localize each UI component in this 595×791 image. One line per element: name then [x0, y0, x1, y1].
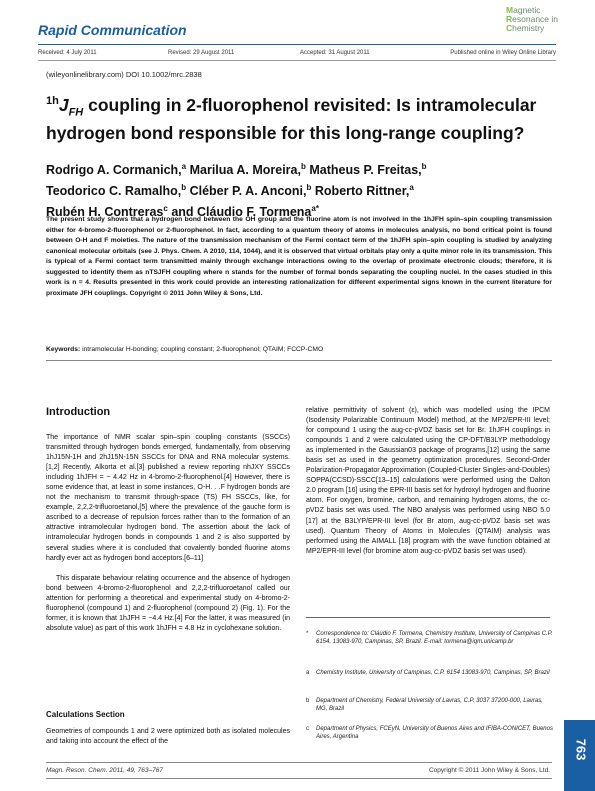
journal-logo: Magnetic Resonance in Chemistry: [506, 5, 558, 33]
author: Rodrigo A. Cormanich,: [46, 163, 182, 178]
author: Teodorico C. Ramalho,: [46, 184, 182, 199]
right-column-body: [306, 406, 550, 557]
paragraph: This disparate behaviour relating occurrence and the absence of hydrogen bond between 4-bromo-2-fluorophenol and 2,2,2-trifluoroetanol called our attention for performing a theoretical and experimental study on 4-bromo-2-fluorophenol (compound 1) and 2-fluorophenol (compound 2) (Fig. 1). For the former, it is known that 1hJFH = −4.4 Hz.[4] For the latter, it was measured (in absolute value) as part of this work 1hJFH = 4.8 Hz in cyclohexane solution.: [46, 574, 290, 632]
journal-header: [38, 6, 558, 42]
keywords: Keywords: intramolecular H-bonding; coupling constant; 2-fluorophenol; QTAIM; FCCP-CMO: [46, 346, 324, 353]
published-online: Published online in Wiley Online Library: [450, 50, 556, 56]
page-number: 763: [573, 738, 589, 761]
author: Cléber P. A. Anconi,: [189, 184, 307, 199]
footer-rule: [46, 762, 552, 763]
abstract: The present study shows that a hydrogen bond between the OH group and the fluorine atom is not involved in the 1hJFH spin–spin coupling transmission either for 4-bromo-2-fluorophenol or 2-fluorophenol. In fact, according to a quantum theory of atoms in molecules analysis, no bond critical point is found between O-H and F moieties. The nature of the transmission mechanism of the Fermi contact term of the 1hJFH spin–spin coupling is studied by analyzing canonical molecular orbitals (see J. Phys. Chem. A 2010, 114, 1044), and it is observed that virtual orbitals play only a quite minor role in its transmission. This is typical of a Fermi contact term transmitted mainly through exchange interactions owing to the overlap of proximate electronic clouds; therefore, it is suggested to identify them as nTSJFH coupling where n stands for the number of formal bonds separating the coupling nuclei. In the cases studied in this work is n = 4. Results presented in this work could provide an interesting rationalization for different experimental signs known in the current literature for proximate JFH couplings. Copyright © 2011 John Wiley & Sons, Ltd.: [46, 216, 552, 297]
copyright: Copyright © 2011 John Wiley & Sons, Ltd.: [428, 767, 550, 774]
section-label: Rapid Communication: [38, 22, 187, 38]
page-number-tab: [564, 720, 595, 791]
author: and Cláudio F. Tormena: [171, 205, 312, 220]
header-rule: [38, 44, 556, 45]
section-heading-calculations: Calculations Section: [46, 710, 125, 719]
author-list: Rodrigo A. Cormanich,$^a$ Marilua A. Moreira,$^b$ Matheus P. Freitas,$^b$ Teodorico C. Ramalho,$^b$ Cléber P. A. Anconi,$^b$ Roberto Rittner,$^a$ Rubén H. Contreras$^c$ and Cláudio F. Tormena$^{a*}$: [46, 162, 427, 220]
introduction-body: [46, 433, 290, 634]
footnote-affiliation-b: b Department of Chemistry, Federal University of Lavras, C.P. 3037 37200-000, Lavras, MG, Brazil: [306, 698, 543, 713]
publication-dates: [38, 50, 556, 60]
footnote-correspondence: * Correspondence to: Cláudio F. Tormena, Chemistry Institute, University of Campinas C.P. 6154, 13083-970, Campinas, SP, Brazil. E-mail: tormena@iqm.unicamp.br: [306, 631, 553, 646]
calculations-body: [46, 727, 290, 747]
bottom-rule: [46, 778, 552, 779]
accepted-date: Accepted: 31 August 2011: [300, 50, 370, 56]
author: Rubén H. Contreras: [46, 205, 164, 220]
author: Marilua A. Moreira,: [189, 163, 301, 178]
keywords-rule: [46, 360, 552, 361]
author: Roberto Rittner,: [314, 184, 410, 199]
paragraph: Geometries of compounds 1 and 2 were optimized both as isolated molecules and taking into account the effect of the: [46, 728, 290, 746]
section-heading-introduction: Introduction: [46, 406, 111, 418]
revised-date: Revised: 29 August 2011: [168, 50, 235, 56]
dates-rule: [38, 60, 556, 61]
author: Matheus P. Freitas,: [309, 163, 422, 178]
footnote-affiliation-a: a Chemistry Institute, University of Campinas, C.P. 6154 13083-970, Campinas, SP, Brazil: [306, 670, 550, 676]
footnote-rule: [306, 617, 550, 618]
received-date: Received: 4 July 2011: [38, 50, 97, 56]
doi: (wileyonlinelibrary.com) DOI 10.1002/mrc.2838: [46, 70, 202, 79]
paragraph: relative permittivity of solvent (ε), which was modelled using the IPCM (Isodensity Polarizable Continuum Model) method, at the MP2/EPR-III level; for compound 1 using the aug-cc-pVDZ basis set for Br. 1hJFH couplings in compounds 1 and 2 were calculated using the CP-DFT/B3LYP methodology as implemented in the Gaussian03 package of programs,[12] using the same basis set as used in the geometry optimization procedures. Second-Order Polarization-Propagator Approximation (Coupled-Cluster Singles-and-Doubles) SOPPA(CCSD)-SSCC[13–15] calculations were performed using the Dalton 2.0 program [16] using the EPR-III basis set for hydroxyl hydrogen and fluorine atom. For oxygen, bromine, carbon, and remaining hydrogen atoms, the cc-pVDZ basis set was used. The NBO analysis was performed using NBO 5.0 [17] at the B3LYP/EPR-III level (for Br atom, aug-cc-pVDZ basis set was used). Quantum Theory of Atoms in Molecules (QTAIM) analysis was performed using the AIMALL [18] program with the wave function obtained at MP2/EPR-III level (for bromine atom aug-cc-pVDZ basis set was used).: [306, 407, 550, 555]
paragraph: The importance of NMR scalar spin–spin coupling constants (SSCCs) transmitted through hydrogen bonds emerged, fundamentally, from observing 1hJ15N-1H and 2hJ15N-15N SSCCs for DNA and RNA molecular systems.[1,2] Recently, Alkorta et al.[3] published a review reporting nhJXY SSCCs including 1hJFH = − 4.42 Hz in 4-bromo-2-fluorophenol.[4] However, there is some evidence that, at least in some instances, O-H. . .F hydrogen bonds are not the mechanism to transmit through-space (TS) FH SSCCs, like, for example, 2,2,2-trifluoroetanol,[5] where the prevalence of the gauche form is ascribed to a decrease of repulsion forces rather than to the formation of an attractive intramolecular hydrogen bond. The assertion about the lack of intramolecular hydrogen bonds in compounds 1 and 2 is also supported by several studies where it is concluded that covalently bonded fluorine atoms hardly ever act as hydrogen bond acceptors.[6–11]: [46, 434, 290, 562]
journal-citation: Magn. Reson. Chem. 2011, 49, 763–767: [46, 767, 163, 774]
footnote-affiliation-c: c Department of Physics, FCEyN, University of Buenos Aires and IFIBA-CONICET, Buenos Aires, Argentina: [306, 726, 553, 741]
article-title: $^{1h}J_{FH}$ coupling in 2-fluorophenol revisited: Is intramolecular hydrogen bond responsible for this long-range coupling?: [46, 94, 537, 144]
